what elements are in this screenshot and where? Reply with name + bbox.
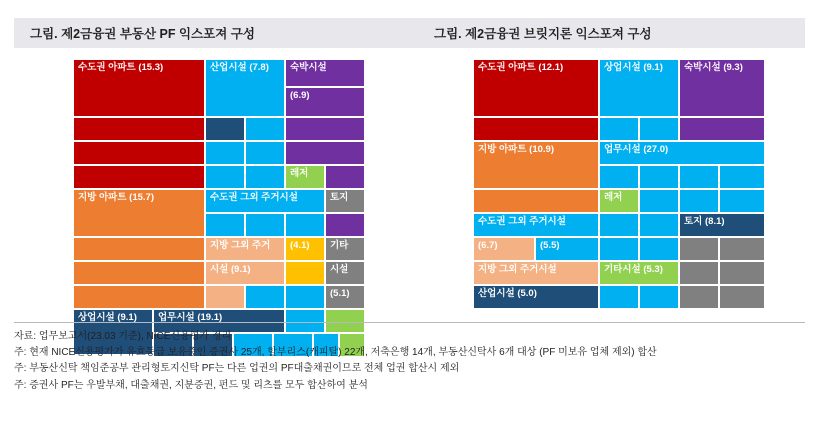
cell-orange-8a xyxy=(74,262,204,284)
rcell-gray-9a xyxy=(680,286,718,308)
rcell-lodging xyxy=(680,60,764,116)
rcell-jibang-apt xyxy=(474,142,598,188)
right-treemap-chart xyxy=(474,60,764,310)
cell-purple-3a xyxy=(286,142,364,164)
cell-purple-4a xyxy=(326,166,364,188)
cell-jibang-other-label: 지방 그외 주거 xyxy=(210,240,271,251)
note-3: 주: 증권사 PF는 우발부채, 대출채권, 지분증권, 펀드 및 리츠를 모두 합산하여 분석 xyxy=(14,379,368,391)
cell-peach-9a xyxy=(206,286,244,308)
notes-divider xyxy=(14,322,805,323)
rcell-val-55-label: (5.5) xyxy=(540,240,560,251)
cell-cyan-6a xyxy=(206,214,244,236)
note-1: 주: 현재 NICE신용평가가 유효등급 보유중인 증권사 25개, 할부리스(캐피탈) 22개, 저축은행 14개, 부동산신탁사 6개 대상 (PF 미보유 업체 제외) 합산 xyxy=(14,347,657,359)
cell-val-51-label: (5.1) xyxy=(330,288,350,299)
cell-red-4a xyxy=(74,166,204,188)
rcell-sudo-other-label: 수도권 그외 주거시설 xyxy=(478,216,566,227)
rcell-etc-facility-label: 기타시설 (5.3) xyxy=(604,264,663,275)
cell-sudo-other xyxy=(206,190,324,212)
cell-cyan-9b xyxy=(286,286,324,308)
cell-facility-91-label: 시설 (9.1) xyxy=(210,264,251,275)
cell-cyan-6c xyxy=(286,214,324,236)
rcell-cyan-4a xyxy=(600,166,638,188)
cell-amber-8a xyxy=(286,262,324,284)
cell-etc xyxy=(326,238,364,260)
rcell-etc-facility xyxy=(600,262,678,284)
cell-cyan-2a xyxy=(246,118,284,140)
rcell-purple-2a xyxy=(680,118,764,140)
cell-lodging-val-label: (6.9) xyxy=(290,90,310,101)
rcell-industrial xyxy=(474,286,598,308)
rcell-cyan-4b xyxy=(640,166,678,188)
note-2: 주: 부동산신탁 책임준공부 관리형토지신탁 PF는 다른 업권의 PF대출채권이므로 전체 업권 합산시 제외 xyxy=(14,363,460,375)
cell-sudogwon-apt-label: 수도권 아파트 (15.3) xyxy=(78,62,164,73)
rcell-leisure xyxy=(600,190,638,212)
cell-industrial xyxy=(206,60,284,116)
rcell-commercial xyxy=(600,60,678,116)
cell-orange-9a xyxy=(74,286,204,308)
rcell-jibang-other xyxy=(474,262,598,284)
cell-val-41-label: (4.1) xyxy=(290,240,310,251)
rcell-cyan-4c xyxy=(680,166,718,188)
rcell-office xyxy=(600,142,764,164)
left-chart-title: 그림. 제2금융권 부동산 PF 익스포져 구성 xyxy=(30,27,255,41)
cell-leisure xyxy=(286,166,324,188)
rcell-gray-7a xyxy=(680,238,718,260)
rcell-office-label: 업무시설 (27.0) xyxy=(604,144,669,155)
rcell-cyan-5c xyxy=(720,190,764,212)
rcell-red-2a xyxy=(474,118,598,140)
cell-cyan-4a xyxy=(206,166,244,188)
cell-facility-91 xyxy=(206,262,284,284)
rcell-cyan-7a xyxy=(600,238,638,260)
cell-facility-lbl xyxy=(326,262,364,284)
cell-purple-6a xyxy=(326,214,364,236)
cell-jibang-other xyxy=(206,238,284,260)
rcell-val-55 xyxy=(536,238,598,260)
rcell-commercial-label: 상업시설 (9.1) xyxy=(604,62,663,73)
rcell-cyan-9a xyxy=(600,286,638,308)
rcell-cyan-6a xyxy=(600,214,638,236)
cell-etc-label: 기타 xyxy=(330,240,349,251)
rcell-cyan-4d xyxy=(720,166,764,188)
right-chart-title: 그림. 제2금융권 브릿지론 익스포져 구성 xyxy=(434,27,652,41)
rcell-gray-7b xyxy=(720,238,764,260)
cell-navy-2a xyxy=(206,118,244,140)
cell-land xyxy=(326,190,364,212)
rcell-leisure-label: 레저 xyxy=(604,192,623,203)
rcell-gray-9b xyxy=(720,286,764,308)
cell-cyan-3a xyxy=(206,142,244,164)
cell-cyan-4b xyxy=(246,166,284,188)
cell-purple-2a xyxy=(286,118,364,140)
rcell-cyan-7b xyxy=(640,238,678,260)
rcell-val-67 xyxy=(474,238,534,260)
title-bar xyxy=(14,18,805,48)
rcell-industrial-label: 산업시설 (5.0) xyxy=(478,288,537,299)
rcell-cyan-2a xyxy=(600,118,638,140)
cell-cyan-3b xyxy=(246,142,284,164)
rcell-orange-5a xyxy=(474,190,598,212)
rcell-cyan-6b xyxy=(640,214,678,236)
rcell-cyan-5b xyxy=(680,190,718,212)
cell-val-51 xyxy=(326,286,364,308)
rcell-cyan-9b xyxy=(640,286,678,308)
rcell-sudo-other xyxy=(474,214,598,236)
note-0: 자료: 업무보고서(23.03 기준), NICE신용평가 정리 xyxy=(14,331,232,342)
rcell-gray-8b xyxy=(720,262,764,284)
cell-facility-lbl-label: 시설 xyxy=(330,264,349,275)
cell-cyan-9a xyxy=(246,286,284,308)
cell-orange-7a xyxy=(74,238,204,260)
rcell-sudogwon-apt xyxy=(474,60,598,116)
cell-land-label: 토지 xyxy=(330,192,349,203)
footnotes xyxy=(14,322,805,394)
cell-cyan-6b xyxy=(246,214,284,236)
cell-lodging-label: 숙박시설 xyxy=(290,62,327,73)
rcell-land xyxy=(680,214,764,236)
rcell-jibang-other-label: 지방 그외 주거시설 xyxy=(478,264,557,275)
cell-leisure-label: 레저 xyxy=(290,168,309,179)
rcell-land-label: 토지 (8.1) xyxy=(684,216,725,227)
cell-sudogwon-apt xyxy=(74,60,204,116)
cell-office-191-label: 업무시설 (19.1) xyxy=(158,312,223,323)
left-treemap-chart xyxy=(74,60,364,323)
rcell-lodging-label: 숙박시설 (9.3) xyxy=(684,62,743,73)
rcell-jibang-apt-label: 지방 아파트 (10.9) xyxy=(478,144,554,155)
cell-lodging-val xyxy=(286,88,364,116)
cell-val-41 xyxy=(286,238,324,260)
rcell-val-67-label: (6.7) xyxy=(478,240,498,251)
rcell-gray-8a xyxy=(680,262,718,284)
cell-red-3a xyxy=(74,142,204,164)
cell-red-2a xyxy=(74,118,204,140)
cell-jibang-apt-label: 지방 아파트 (15.7) xyxy=(78,192,154,203)
cell-lodging xyxy=(286,60,364,86)
cell-commercial-91-label: 상업시설 (9.1) xyxy=(78,312,137,323)
rcell-sudogwon-apt-label: 수도권 아파트 (12.1) xyxy=(478,62,564,73)
cell-industrial-label: 산업시설 (7.8) xyxy=(210,62,269,73)
cell-jibang-apt xyxy=(74,190,204,236)
rcell-cyan-5a xyxy=(640,190,678,212)
rcell-cyan-2b xyxy=(640,118,678,140)
cell-sudo-other-label: 수도권 그외 주거시설 xyxy=(210,192,298,203)
